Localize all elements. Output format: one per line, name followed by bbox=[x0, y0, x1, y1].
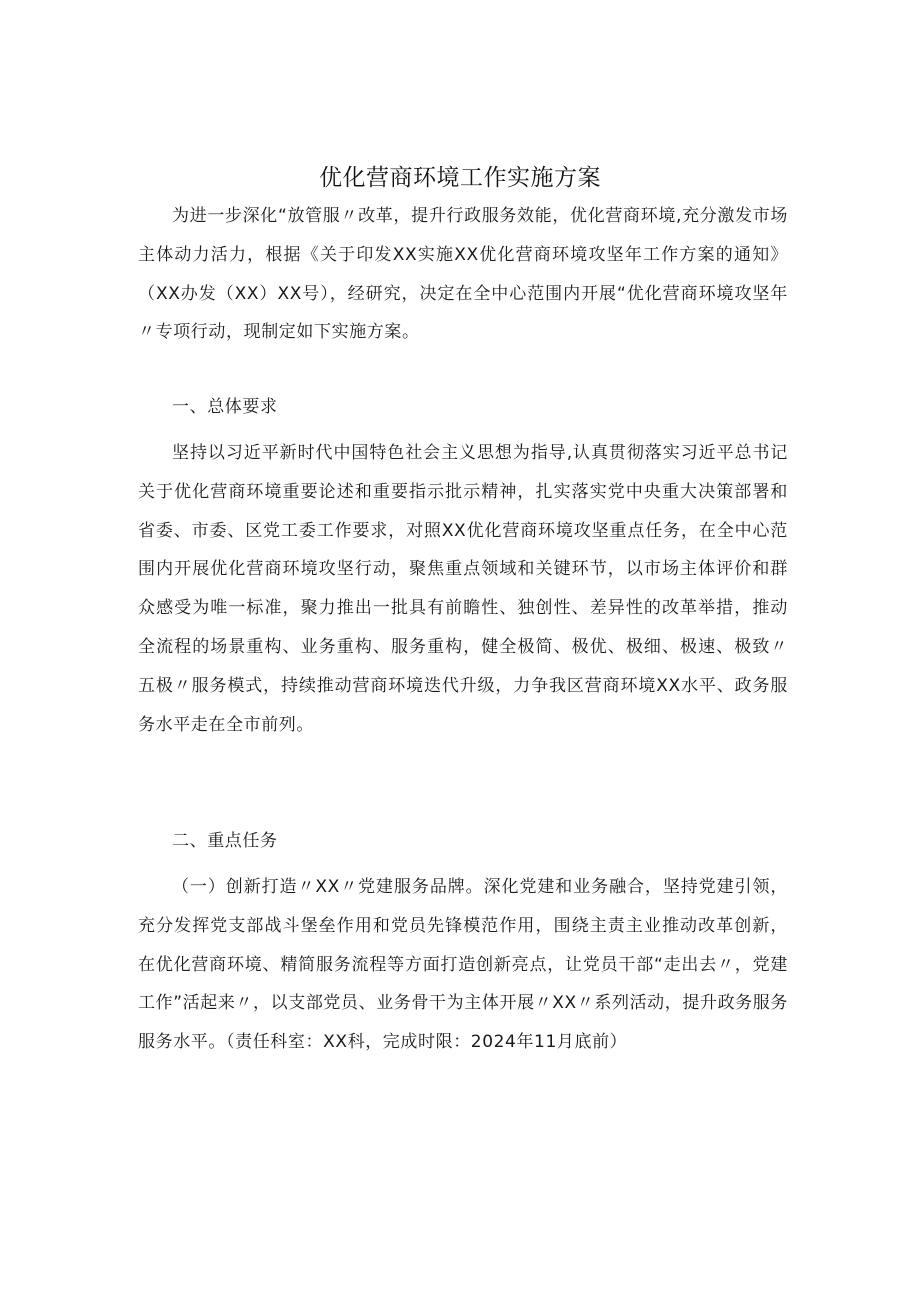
general-requirements-paragraph: 坚持以习近平新时代中国特色社会主义思想为指导,认真贯彻落实习近平总书记关于优化营商环境重要论述和重要指示批示精神，扎实落实党中央重大决策部署和省委、市委、区党工委工作要求，对照XX优化营商环境攻坚重点任务，在全中心范围内开展优化营商环境攻坚行动，聚焦重点领域和关键环节，以市场主体评价和群众感受为唯一标准，聚力推出一批具有前瞻性、独创性、差异性的改革举措，推动全流程的场景重构、业务重构、服务重构，健全极简、极优、极细、极速、极致〃五极〃服务模式，持续推动营商环境迭代升级，力争我区营商环境XX水平、政务服务水平走在全市前列。 bbox=[138, 443, 788, 735]
section-heading-general-requirements: 一、总体要求 bbox=[172, 397, 278, 417]
intro-paragraph: 为进一步深化“放管服〃改革，提升行政服务效能，优化营商环境,充分激发市场主体动力活力，根据《关于印发XX实施XX优化营商环境攻坚年工作方案的通知》（XX办发（XX）XX号），经研究，决定在全中心范围内开展“优化营商环境攻坚年〃专项行动，现制定如下实施方案。 bbox=[138, 206, 788, 343]
document-title: 优化营商环境工作实施方案 bbox=[319, 165, 601, 192]
section-heading-key-tasks: 二、重点任务 bbox=[172, 831, 278, 851]
key-task-1-paragraph: （一）创新打造〃XX〃党建服务品牌。深化党建和业务融合，坚持党建引领，充分发挥党支部战斗堡垒作用和党员先锋模范作用，围绕主责主业推动改革创新，在优化营商环境、精简服务流程等方面打造创新亮点，让党员干部“走出去〃，党建工作”活起来〃，以支部党员、业务骨干为主体开展〃XX〃系列活动，提升政务服务服务水平。（责任科室：XX科，完成时限：2024年11月底前） bbox=[138, 877, 788, 1053]
